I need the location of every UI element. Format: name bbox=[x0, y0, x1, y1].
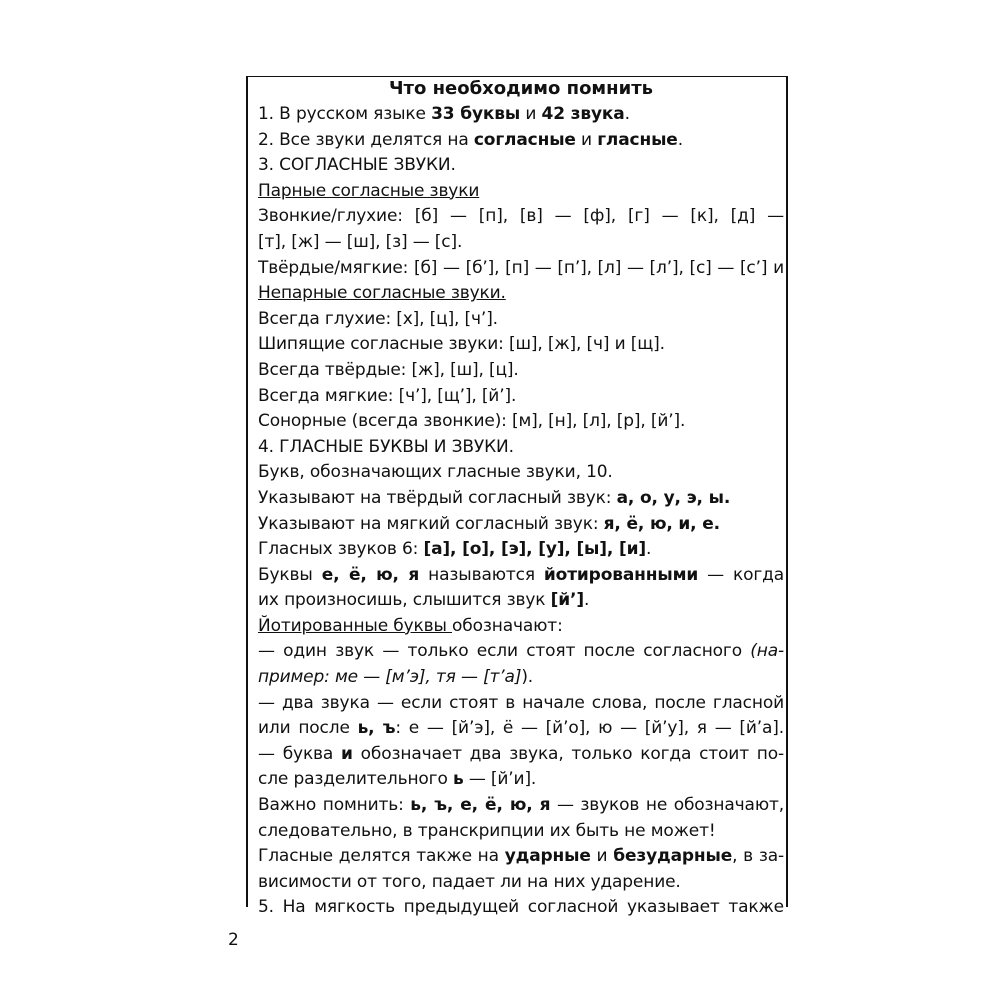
text-segment: Непарные согласные звуки. bbox=[258, 283, 506, 304]
text-segment: и bbox=[590, 846, 614, 867]
text-segment: 33 буквы bbox=[431, 104, 521, 124]
text-segment: обозначает два звука, только когда стоит по- bbox=[352, 743, 784, 764]
text-line bbox=[258, 486, 784, 512]
text-segment: . bbox=[677, 129, 683, 150]
text-segment: сле разделительного bbox=[258, 769, 453, 790]
text-segment: висимости от того, падает ли на них ударение. bbox=[258, 871, 681, 892]
text-segment: их произносишь, слышится звук bbox=[258, 590, 551, 611]
text-line bbox=[258, 512, 784, 538]
text-segment: — два звука — если стоят в начале слова, после гласной bbox=[258, 692, 784, 713]
text-line bbox=[258, 332, 784, 358]
text-line bbox=[258, 256, 784, 282]
text-segment: или после bbox=[258, 718, 358, 739]
text-segment: . bbox=[624, 104, 630, 124]
text-line bbox=[258, 819, 784, 845]
text-segment: 1. В русском языке bbox=[258, 104, 432, 124]
text-segment: [а], [о], [э], [у], [ы], [и] bbox=[423, 539, 646, 560]
text-segment: согласные bbox=[473, 129, 576, 150]
text-segment: Твёрдые/мягкие: [б] — [б’], [п] — [п’], [л] — [л’], [с] — [с’] и bbox=[258, 257, 784, 278]
text-segment: ь, ъ bbox=[357, 718, 396, 739]
text-line bbox=[258, 204, 784, 230]
text-line bbox=[258, 128, 784, 154]
text-segment: 2. Все звуки делятся на bbox=[258, 129, 474, 150]
text-segment: Шипящие согласные звуки: [ш], [ж], [ч] и [щ]. bbox=[258, 334, 665, 355]
text-segment: и bbox=[575, 129, 598, 150]
text-line bbox=[258, 742, 784, 768]
text-segment: . bbox=[645, 539, 652, 560]
text-segment: — [й’и]. bbox=[463, 769, 537, 790]
text-segment: я, ё, ю, и, е. bbox=[603, 513, 720, 534]
text-segment: безударные bbox=[613, 846, 733, 867]
text-segment: [т], [ж] — [ш], [з] — [с]. bbox=[258, 231, 463, 252]
text-line bbox=[258, 870, 784, 896]
page-number: 2 bbox=[228, 930, 239, 950]
text-line bbox=[258, 102, 784, 128]
text-line bbox=[258, 460, 784, 486]
text-line bbox=[258, 281, 784, 307]
text-line bbox=[258, 230, 784, 256]
text-segment: а, о, у, э, ы. bbox=[616, 487, 731, 508]
text-line bbox=[258, 844, 784, 870]
text-segment: 3. СОГЛАСНЫЕ ЗВУКИ. bbox=[258, 155, 456, 176]
text-segment: е, ё, ю, я bbox=[321, 564, 420, 585]
text-segment: ). bbox=[521, 667, 534, 688]
text-segment: [й’] bbox=[550, 590, 584, 611]
text-segment: следовательно, в транскрипции их быть не может! bbox=[258, 820, 716, 841]
text-segment: Всегда твёрдые: [ж], [ш], [ц]. bbox=[258, 359, 519, 380]
text-line bbox=[258, 767, 784, 793]
text-segment: ударные bbox=[504, 846, 591, 867]
page-title: Что необходимо помнить bbox=[388, 78, 654, 99]
text-block bbox=[258, 76, 784, 921]
text-segment: 42 звука bbox=[541, 104, 625, 124]
text-segment: гласные bbox=[597, 129, 678, 150]
text-segment: . bbox=[583, 590, 590, 611]
text-line bbox=[258, 614, 784, 640]
text-line bbox=[258, 307, 784, 333]
text-segment: Букв, обозначающих гласные звуки, 10. bbox=[258, 462, 613, 483]
text-segment: обозначают: bbox=[452, 615, 563, 636]
text-segment: Буквы bbox=[258, 564, 322, 585]
text-segment: Парные согласные звуки bbox=[258, 180, 480, 201]
text-segment: пример: ме — [м’э], тя — [т’а] bbox=[258, 667, 522, 688]
text-line bbox=[258, 563, 784, 589]
text-line bbox=[258, 384, 784, 410]
text-line bbox=[258, 588, 784, 614]
text-line bbox=[258, 435, 784, 461]
text-segment: Йотированные буквы bbox=[258, 615, 453, 636]
text-segment: : е — [й’э], ё — [й’о], ю — [й’у], я — [й’а]. bbox=[395, 718, 784, 739]
text-segment: Указывают на твёрдый согласный звук: bbox=[258, 487, 617, 508]
text-segment: Всегда мягкие: [ч’], [щ’], [й’]. bbox=[258, 385, 517, 406]
text-line bbox=[258, 639, 784, 665]
text-segment: — буква bbox=[258, 743, 342, 764]
text-line bbox=[258, 153, 784, 179]
text-line bbox=[258, 179, 784, 205]
text-line bbox=[258, 665, 784, 691]
text-segment: — один звук — только если стоят после согласного bbox=[258, 641, 751, 662]
text-line bbox=[258, 793, 784, 819]
text-line bbox=[258, 895, 784, 921]
text-segment: ь bbox=[452, 769, 464, 790]
text-segment: Всегда глухие: [х], [ц], [ч’]. bbox=[258, 308, 498, 329]
text-segment: йотированными bbox=[543, 564, 699, 585]
text-line bbox=[258, 716, 784, 742]
text-line bbox=[258, 358, 784, 384]
text-segment: 4. ГЛАСНЫЕ БУКВЫ И ЗВУКИ. bbox=[258, 436, 514, 457]
body-lines bbox=[258, 102, 784, 921]
text-segment: ь, ъ, е, ё, ю, я bbox=[410, 795, 551, 816]
text-segment: Сонорные (всегда звонкие): [м], [н], [л], [р], [й’]. bbox=[258, 411, 686, 432]
text-segment: , в за- bbox=[732, 846, 784, 867]
text-segment: Звонкие/глухие: [б] — [п], [в] — [ф], [г] — [к], [д] — bbox=[258, 206, 784, 227]
text-segment: Гласные делятся также на bbox=[258, 846, 505, 867]
text-segment: 5. На мягкость предыдущей согласной указывает также bbox=[258, 897, 784, 918]
text-segment: и bbox=[341, 743, 353, 764]
text-segment: и bbox=[520, 104, 542, 124]
text-segment: Указывают на мягкий согласный звук: bbox=[258, 513, 604, 534]
text-line bbox=[258, 691, 784, 717]
text-segment: (на- bbox=[750, 641, 784, 662]
text-segment: Гласных звуков 6: bbox=[258, 539, 424, 560]
text-segment: — когда bbox=[698, 564, 784, 585]
text-line bbox=[258, 409, 784, 435]
text-segment: — звуков не обозначают, bbox=[550, 795, 784, 816]
text-segment: называются bbox=[419, 564, 544, 585]
text-segment: Важно помнить: bbox=[258, 795, 411, 816]
text-line bbox=[258, 537, 784, 563]
